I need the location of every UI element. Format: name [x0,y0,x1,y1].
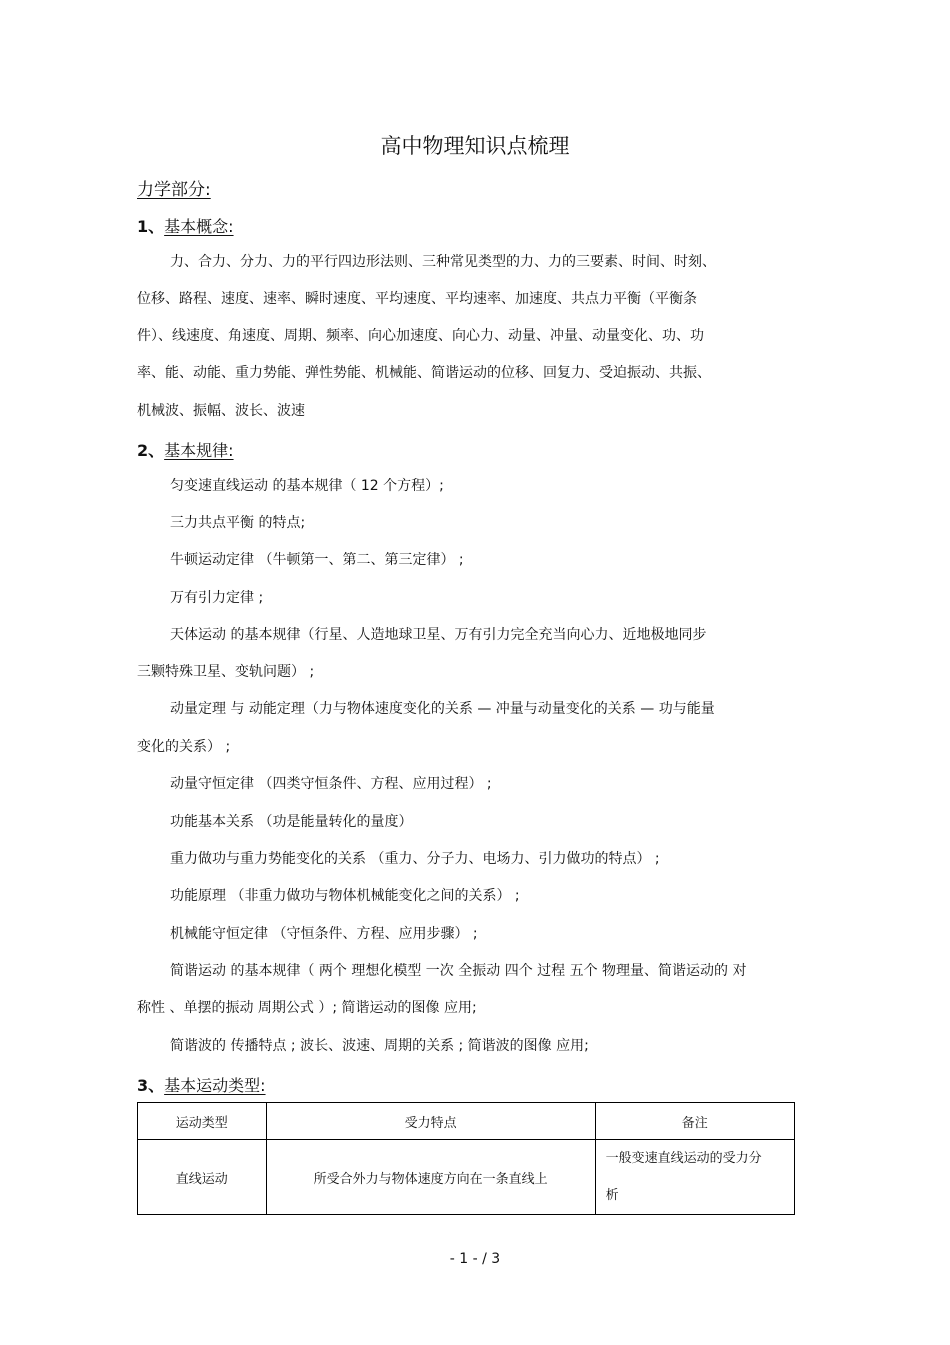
law-line: 称性 、单摆的振动 周期公式 ）; 简谐运动的图像 应用; [137,1000,477,1016]
heading-motion-types [137,1073,266,1096]
table-cell-note [595,1140,794,1215]
section-heading: 力学部分: [137,180,211,200]
concepts-line: 机械波、振幅、波长、波速 [137,403,305,419]
law-line: 三力共点平衡 的特点; [170,515,306,531]
law-line: 万有引力定律 ; [170,590,264,606]
heading-text: 基本规律: [164,441,234,460]
heading-text: 基本运动类型: [164,1076,266,1095]
concepts-line: 件）、线速度、角速度、周期、频率、向心加速度、向心力、动量、冲量、动量变化、功、功 [137,328,704,344]
concepts-line: 位移、路程、速度、速率、瞬时速度、平均速度、平均速率、加速度、共点力平衡（平衡条 [137,291,697,307]
concepts-line: 率、能、动能、重力势能、弹性势能、机械能、简谐运动的位移、回复力、受迫振动、共振、 [137,365,711,381]
law-line: 匀变速直线运动 的基本规律（ 12 个方程）; [170,478,444,494]
heading-basic-concepts [137,214,234,237]
page-number: - 1 - / 3 [449,1251,501,1267]
heading-number: 1、 [137,217,165,236]
table-cell-type: 直线运动 [138,1140,267,1215]
table-header-cell: 受力特点 [266,1103,595,1140]
law-line: 三颗特殊卫星、变轨问题） ; [137,664,315,680]
law-line: 动量守恒定律 （四类守恒条件、方程、应用过程） ; [170,776,492,792]
law-line: 重力做功与重力势能变化的关系 （重力、分子力、电场力、引力做功的特点） ; [170,851,660,867]
table-row [138,1140,795,1215]
note-line: 一般变速直线运动的受力分 [605,1151,762,1166]
heading-basic-laws [137,438,234,461]
law-line: 牛顿运动定律 （牛顿第一、第二、第三定律） ; [170,552,464,568]
motion-types-table [137,1102,795,1215]
law-line: 天体运动 的基本规律（行星、人造地球卫星、万有引力完全充当向心力、近地极地同步 [170,627,707,643]
law-line: 简谐波的 传播特点 ; 波长、波速、周期的关系 ; 简谐波的图像 应用; [170,1038,589,1054]
concepts-line: 力、合力、分力、力的平行四边形法则、三种常见类型的力、力的三要素、时间、时刻、 [170,254,716,270]
table-header-cell: 运动类型 [138,1103,267,1140]
law-line: 机械能守恒定律 （守恒条件、方程、应用步骤） ; [170,926,478,942]
heading-number: 2、 [137,441,165,460]
law-line: 简谐运动 的基本规律（ 两个 理想化模型 一次 全振动 四个 过程 五个 物理量、简谐运动的 对 [170,963,747,979]
table-header-row [138,1103,795,1140]
law-line: 功能原理 （非重力做功与物体机械能变化之间的关系） ; [170,888,520,904]
table-cell-force: 所受合外力与物体速度方向在一条直线上 [266,1140,595,1215]
table-header-cell: 备注 [595,1103,794,1140]
heading-text: 基本概念: [164,217,234,236]
heading-number: 3、 [137,1076,165,1095]
note-line: 析 [605,1188,619,1203]
law-line: 功能基本关系 （功是能量转化的量度） [170,814,413,830]
page-title: 高中物理知识点梳理 [380,134,570,158]
law-line: 变化的关系） ; [137,739,231,755]
law-line: 动量定理 与 动能定理（力与物体速度变化的关系 — 冲量与动量变化的关系 — 功与能量 [170,701,715,717]
